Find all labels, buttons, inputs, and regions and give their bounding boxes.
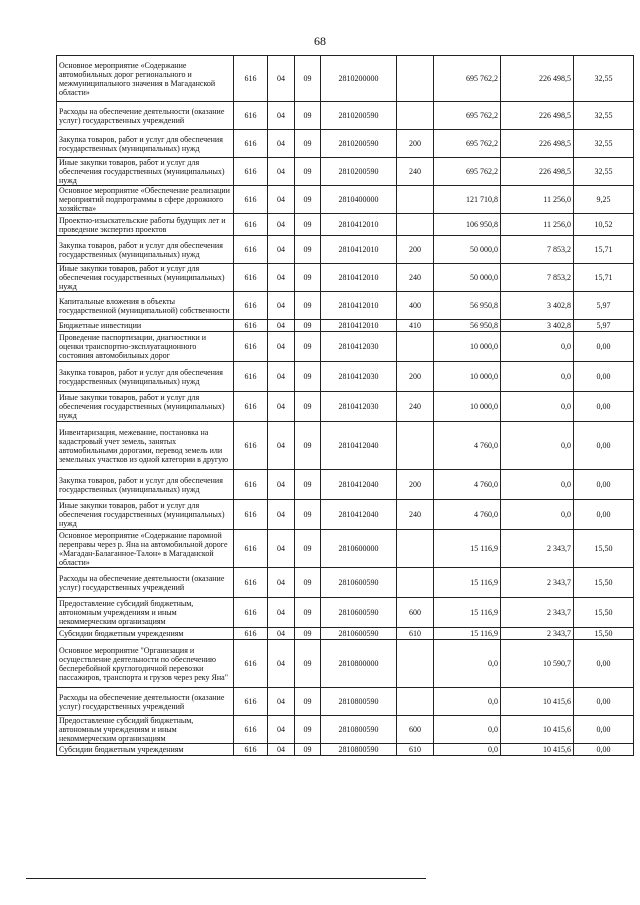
- subsection-code: 09: [295, 470, 321, 500]
- ministry-code: 616: [234, 320, 268, 332]
- table-row: [57, 500, 634, 530]
- planned-amount: 15 116,9: [434, 568, 501, 598]
- article-code: 2810600590: [321, 628, 397, 640]
- planned-amount: 0,0: [434, 716, 501, 744]
- ministry-code: 616: [234, 716, 268, 744]
- section-code: 04: [268, 470, 295, 500]
- row-name: Субсидии бюджетным учреждениям: [57, 628, 234, 640]
- subsection-code: 09: [295, 320, 321, 332]
- article-code: 2810800590: [321, 744, 397, 756]
- subsection-code: 09: [295, 716, 321, 744]
- executed-amount: 0,0: [501, 362, 574, 392]
- section-code: 04: [268, 158, 295, 186]
- execution-percent: 32,55: [574, 56, 634, 102]
- executed-amount: 0,0: [501, 392, 574, 422]
- table-body: [57, 56, 634, 756]
- subsection-code: 09: [295, 422, 321, 470]
- ministry-code: 616: [234, 422, 268, 470]
- ministry-code: 616: [234, 500, 268, 530]
- ministry-code: 616: [234, 744, 268, 756]
- table-row: [57, 214, 634, 236]
- expense-type-code: [397, 568, 434, 598]
- execution-percent: 5,97: [574, 292, 634, 320]
- section-code: 04: [268, 716, 295, 744]
- section-code: 04: [268, 568, 295, 598]
- executed-amount: 226 498,5: [501, 56, 574, 102]
- row-name: Основное мероприятие "Организация и осуществление деятельности по обеспечению бесперебойной круглогодичной перевозки пассажиров, транспорта и грузов через реку Яна": [57, 640, 234, 688]
- expense-type-code: 240: [397, 264, 434, 292]
- ministry-code: 616: [234, 470, 268, 500]
- article-code: 2810600000: [321, 530, 397, 568]
- executed-amount: 0,0: [501, 332, 574, 362]
- execution-percent: 0,00: [574, 422, 634, 470]
- row-name: Закупка товаров, работ и услуг для обеспечения государственных (муниципальных) нужд: [57, 362, 234, 392]
- section-code: 04: [268, 236, 295, 264]
- section-code: 04: [268, 56, 295, 102]
- table-row: [57, 422, 634, 470]
- planned-amount: 695 762,2: [434, 130, 501, 158]
- execution-percent: 32,55: [574, 158, 634, 186]
- executed-amount: 2 343,7: [501, 628, 574, 640]
- subsection-code: 09: [295, 158, 321, 186]
- section-code: 04: [268, 320, 295, 332]
- subsection-code: 09: [295, 688, 321, 716]
- subsection-code: 09: [295, 568, 321, 598]
- planned-amount: 50 000,0: [434, 264, 501, 292]
- row-name: Основное мероприятие «Содержание паромной переправы через р. Яна на автомобильной дороге «Магадан-Балаганное-Талон» в Магаданской области»: [57, 530, 234, 568]
- ministry-code: 616: [234, 236, 268, 264]
- table-row: [57, 236, 634, 264]
- execution-percent: 0,00: [574, 392, 634, 422]
- subsection-code: 09: [295, 640, 321, 688]
- ministry-code: 616: [234, 392, 268, 422]
- article-code: 2810200000: [321, 56, 397, 102]
- execution-percent: 5,97: [574, 320, 634, 332]
- section-code: 04: [268, 362, 295, 392]
- subsection-code: 09: [295, 130, 321, 158]
- execution-percent: 10,52: [574, 214, 634, 236]
- article-code: 2810200590: [321, 130, 397, 158]
- expense-type-code: [397, 102, 434, 130]
- section-code: 04: [268, 292, 295, 320]
- subsection-code: 09: [295, 628, 321, 640]
- expense-type-code: 240: [397, 500, 434, 530]
- article-code: 2810412040: [321, 500, 397, 530]
- article-code: 2810400000: [321, 186, 397, 214]
- ministry-code: 616: [234, 186, 268, 214]
- subsection-code: 09: [295, 392, 321, 422]
- section-code: 04: [268, 598, 295, 628]
- expense-type-code: 610: [397, 628, 434, 640]
- row-name: Расходы на обеспечение деятельности (оказание услуг) государственных учреждений: [57, 102, 234, 130]
- row-name: Расходы на обеспечение деятельности (оказание услуг) государственных учреждений: [57, 568, 234, 598]
- ministry-code: 616: [234, 568, 268, 598]
- ministry-code: 616: [234, 56, 268, 102]
- ministry-code: 616: [234, 362, 268, 392]
- planned-amount: 56 950,8: [434, 292, 501, 320]
- planned-amount: 0,0: [434, 640, 501, 688]
- executed-amount: 10 590,7: [501, 640, 574, 688]
- executed-amount: 11 256,0: [501, 214, 574, 236]
- expense-type-code: 200: [397, 470, 434, 500]
- ministry-code: 616: [234, 530, 268, 568]
- expense-type-code: 240: [397, 392, 434, 422]
- section-code: 04: [268, 102, 295, 130]
- execution-percent: 15,50: [574, 530, 634, 568]
- section-code: 04: [268, 640, 295, 688]
- row-name: Инвентаризация, межевание, постановка на кадастровый учет земель, занятых автомобильными дорогами, перевод земель или земельных участков из одной категории в другую: [57, 422, 234, 470]
- subsection-code: 09: [295, 292, 321, 320]
- row-name: Проектно-изыскательские работы будущих лет и проведение экспертиз проектов: [57, 214, 234, 236]
- executed-amount: 2 343,7: [501, 530, 574, 568]
- subsection-code: 09: [295, 102, 321, 130]
- section-code: 04: [268, 688, 295, 716]
- expense-type-code: [397, 186, 434, 214]
- executed-amount: 226 498,5: [501, 130, 574, 158]
- article-code: 2810412010: [321, 214, 397, 236]
- article-code: 2810800000: [321, 640, 397, 688]
- article-code: 2810800590: [321, 716, 397, 744]
- execution-percent: 9,25: [574, 186, 634, 214]
- planned-amount: 4 760,0: [434, 470, 501, 500]
- table-row: [57, 102, 634, 130]
- subsection-code: 09: [295, 236, 321, 264]
- table-row: [57, 716, 634, 744]
- ministry-code: 616: [234, 292, 268, 320]
- article-code: 2810412040: [321, 422, 397, 470]
- planned-amount: 56 950,8: [434, 320, 501, 332]
- article-code: 2810200590: [321, 102, 397, 130]
- table-row: [57, 568, 634, 598]
- article-code: 2810412010: [321, 236, 397, 264]
- ministry-code: 616: [234, 640, 268, 688]
- expense-type-code: 400: [397, 292, 434, 320]
- subsection-code: 09: [295, 744, 321, 756]
- subsection-code: 09: [295, 186, 321, 214]
- table-row: [57, 292, 634, 320]
- executed-amount: 11 256,0: [501, 186, 574, 214]
- article-code: 2810600590: [321, 568, 397, 598]
- execution-percent: 32,55: [574, 102, 634, 130]
- table-row: [57, 264, 634, 292]
- row-name: Закупка товаров, работ и услуг для обеспечения государственных (муниципальных) нужд: [57, 130, 234, 158]
- executed-amount: 2 343,7: [501, 598, 574, 628]
- table-row: [57, 530, 634, 568]
- executed-amount: 226 498,5: [501, 158, 574, 186]
- executed-amount: 3 402,8: [501, 292, 574, 320]
- planned-amount: 10 000,0: [434, 362, 501, 392]
- expense-type-code: 410: [397, 320, 434, 332]
- execution-percent: 0,00: [574, 716, 634, 744]
- expense-type-code: 200: [397, 236, 434, 264]
- execution-percent: 0,00: [574, 362, 634, 392]
- row-name: Предоставление субсидий бюджетным, автономным учреждениям и иным некоммерческим организациям: [57, 598, 234, 628]
- execution-percent: 15,71: [574, 236, 634, 264]
- ministry-code: 616: [234, 688, 268, 716]
- planned-amount: 0,0: [434, 688, 501, 716]
- row-name: Основное мероприятие «Содержание автомобильных дорог регионального и межмуниципального значения в Магаданской области»: [57, 56, 234, 102]
- section-code: 04: [268, 130, 295, 158]
- section-code: 04: [268, 332, 295, 362]
- subsection-code: 09: [295, 214, 321, 236]
- ministry-code: 616: [234, 158, 268, 186]
- table-row: [57, 186, 634, 214]
- article-code: 2810412030: [321, 332, 397, 362]
- table-row: [57, 744, 634, 756]
- planned-amount: 15 116,9: [434, 530, 501, 568]
- planned-amount: 10 000,0: [434, 332, 501, 362]
- ministry-code: 616: [234, 214, 268, 236]
- article-code: 2810200590: [321, 158, 397, 186]
- subsection-code: 09: [295, 500, 321, 530]
- row-name: Закупка товаров, работ и услуг для обеспечения государственных (муниципальных) нужд: [57, 236, 234, 264]
- expense-type-code: 200: [397, 362, 434, 392]
- execution-percent: 0,00: [574, 744, 634, 756]
- expense-type-code: 600: [397, 598, 434, 628]
- article-code: 2810412010: [321, 320, 397, 332]
- section-code: 04: [268, 500, 295, 530]
- subsection-code: 09: [295, 362, 321, 392]
- section-code: 04: [268, 214, 295, 236]
- section-code: 04: [268, 628, 295, 640]
- row-name: Проведение паспортизации, диагностики и оценки транспортно-эксплуатационного состояния автомобильных дорог: [57, 332, 234, 362]
- table-row: [57, 640, 634, 688]
- execution-percent: 15,50: [574, 628, 634, 640]
- section-code: 04: [268, 264, 295, 292]
- row-name: Предоставление субсидий бюджетным, автономным учреждениям и иным некоммерческим организациям: [57, 716, 234, 744]
- article-code: 2810412030: [321, 362, 397, 392]
- subsection-code: 09: [295, 530, 321, 568]
- execution-percent: 0,00: [574, 688, 634, 716]
- planned-amount: 0,0: [434, 744, 501, 756]
- expense-type-code: [397, 332, 434, 362]
- expense-type-code: [397, 640, 434, 688]
- ministry-code: 616: [234, 102, 268, 130]
- table-row: [57, 688, 634, 716]
- planned-amount: 15 116,9: [434, 598, 501, 628]
- executed-amount: 3 402,8: [501, 320, 574, 332]
- execution-percent: 0,00: [574, 332, 634, 362]
- expense-type-code: 240: [397, 158, 434, 186]
- ministry-code: 616: [234, 130, 268, 158]
- row-name: Основное мероприятие «Обеспечение реализации мероприятий подпрограммы в сфере дорожного хозяйства»: [57, 186, 234, 214]
- article-code: 2810412040: [321, 470, 397, 500]
- footer-divider: [26, 878, 426, 879]
- execution-percent: 32,55: [574, 130, 634, 158]
- section-code: 04: [268, 392, 295, 422]
- expense-type-code: 600: [397, 716, 434, 744]
- expense-type-code: [397, 56, 434, 102]
- executed-amount: 7 853,2: [501, 236, 574, 264]
- subsection-code: 09: [295, 332, 321, 362]
- table-row: [57, 158, 634, 186]
- execution-percent: 15,50: [574, 568, 634, 598]
- table-row: [57, 470, 634, 500]
- table-row: [57, 362, 634, 392]
- executed-amount: 10 415,6: [501, 716, 574, 744]
- row-name: Капитальные вложения в объекты государственной (муниципальной) собственности: [57, 292, 234, 320]
- planned-amount: 106 950,8: [434, 214, 501, 236]
- planned-amount: 4 760,0: [434, 500, 501, 530]
- subsection-code: 09: [295, 56, 321, 102]
- table-row: [57, 628, 634, 640]
- planned-amount: 695 762,2: [434, 158, 501, 186]
- table-row: [57, 392, 634, 422]
- budget-execution-table: [56, 55, 634, 756]
- subsection-code: 09: [295, 598, 321, 628]
- article-code: 2810600590: [321, 598, 397, 628]
- ministry-code: 616: [234, 332, 268, 362]
- table-row: [57, 332, 634, 362]
- page-number: 68: [314, 34, 326, 48]
- executed-amount: 226 498,5: [501, 102, 574, 130]
- expense-type-code: 200: [397, 130, 434, 158]
- row-name: Расходы на обеспечение деятельности (оказание услуг) государственных учреждений: [57, 688, 234, 716]
- table-row: [57, 598, 634, 628]
- planned-amount: 695 762,2: [434, 102, 501, 130]
- table-row: [57, 320, 634, 332]
- section-code: 04: [268, 186, 295, 214]
- execution-percent: 15,71: [574, 264, 634, 292]
- executed-amount: 7 853,2: [501, 264, 574, 292]
- table-row: [57, 56, 634, 102]
- section-code: 04: [268, 530, 295, 568]
- execution-percent: 15,50: [574, 598, 634, 628]
- section-code: 04: [268, 422, 295, 470]
- planned-amount: 10 000,0: [434, 392, 501, 422]
- execution-percent: 0,00: [574, 640, 634, 688]
- article-code: 2810412010: [321, 264, 397, 292]
- executed-amount: 10 415,6: [501, 688, 574, 716]
- expense-type-code: [397, 422, 434, 470]
- planned-amount: 15 116,9: [434, 628, 501, 640]
- article-code: 2810412010: [321, 292, 397, 320]
- subsection-code: 09: [295, 264, 321, 292]
- expense-type-code: 610: [397, 744, 434, 756]
- expense-type-code: [397, 214, 434, 236]
- ministry-code: 616: [234, 598, 268, 628]
- planned-amount: 695 762,2: [434, 56, 501, 102]
- ministry-code: 616: [234, 628, 268, 640]
- executed-amount: 0,0: [501, 500, 574, 530]
- executed-amount: 2 343,7: [501, 568, 574, 598]
- article-code: 2810800590: [321, 688, 397, 716]
- article-code: 2810412030: [321, 392, 397, 422]
- expense-type-code: [397, 530, 434, 568]
- ministry-code: 616: [234, 264, 268, 292]
- section-code: 04: [268, 744, 295, 756]
- planned-amount: 121 710,8: [434, 186, 501, 214]
- row-name: Иные закупки товаров, работ и услуг для обеспечения государственных (муниципальных) нужд: [57, 392, 234, 422]
- executed-amount: 10 415,6: [501, 744, 574, 756]
- expense-type-code: [397, 688, 434, 716]
- row-name: Закупка товаров, работ и услуг для обеспечения государственных (муниципальных) нужд: [57, 470, 234, 500]
- planned-amount: 50 000,0: [434, 236, 501, 264]
- row-name: Бюджетные инвестиции: [57, 320, 234, 332]
- execution-percent: 0,00: [574, 470, 634, 500]
- row-name: Иные закупки товаров, работ и услуг для обеспечения государственных (муниципальных) нужд: [57, 264, 234, 292]
- table-row: [57, 130, 634, 158]
- row-name: Субсидии бюджетным учреждениям: [57, 744, 234, 756]
- executed-amount: 0,0: [501, 470, 574, 500]
- row-name: Иные закупки товаров, работ и услуг для обеспечения государственных (муниципальных) нужд: [57, 500, 234, 530]
- executed-amount: 0,0: [501, 422, 574, 470]
- planned-amount: 4 760,0: [434, 422, 501, 470]
- row-name: Иные закупки товаров, работ и услуг для обеспечения государственных (муниципальных) нужд: [57, 158, 234, 186]
- execution-percent: 0,00: [574, 500, 634, 530]
